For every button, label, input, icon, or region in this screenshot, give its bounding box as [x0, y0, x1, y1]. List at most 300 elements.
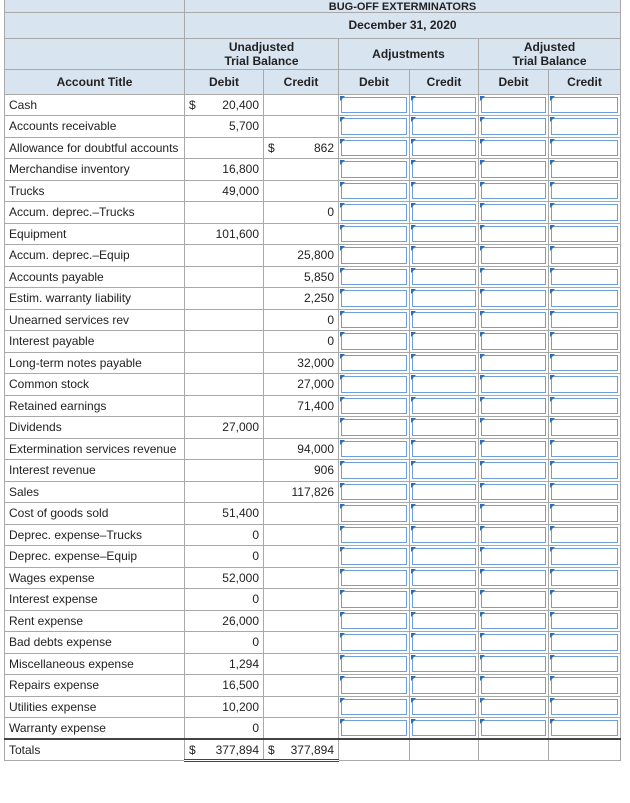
- input-box[interactable]: [412, 204, 476, 221]
- input-box[interactable]: [341, 97, 407, 114]
- input-box[interactable]: [551, 656, 618, 673]
- adjusted-debit-input[interactable]: [479, 331, 549, 353]
- adjusted-credit-input[interactable]: [549, 438, 621, 460]
- input-box[interactable]: [412, 720, 476, 736]
- adjustments-debit-input[interactable]: [339, 137, 410, 159]
- adjusted-debit-input[interactable]: [479, 546, 549, 568]
- input-box[interactable]: [551, 355, 618, 372]
- input-box[interactable]: [481, 118, 546, 135]
- input-box[interactable]: [551, 161, 618, 178]
- adjustments-credit-input[interactable]: [410, 202, 479, 224]
- unadjusted-credit-cell: [264, 503, 339, 525]
- input-box[interactable]: [412, 398, 476, 415]
- input-box[interactable]: [341, 656, 407, 673]
- adjustments-credit-input[interactable]: [410, 438, 479, 460]
- input-box[interactable]: [551, 484, 618, 501]
- currency-symbol: $: [189, 97, 196, 112]
- adjustments-debit-input[interactable]: [339, 245, 410, 267]
- adjustments-credit-input[interactable]: [410, 137, 479, 159]
- input-box[interactable]: [481, 505, 546, 522]
- input-box[interactable]: [481, 183, 546, 200]
- input-box[interactable]: [551, 419, 618, 436]
- input-box[interactable]: [412, 527, 476, 544]
- input-box[interactable]: [551, 570, 618, 587]
- adjustments-debit-input[interactable]: [339, 266, 410, 288]
- adjustments-credit-input[interactable]: [410, 245, 479, 267]
- input-box[interactable]: [551, 441, 618, 458]
- adjusted-credit-input[interactable]: [549, 696, 621, 718]
- input-box[interactable]: [341, 312, 407, 329]
- adjustments-credit-input[interactable]: [410, 503, 479, 525]
- input-box[interactable]: [341, 527, 407, 544]
- input-box[interactable]: [551, 462, 618, 479]
- adjustments-debit-input[interactable]: [339, 309, 410, 331]
- input-box[interactable]: [551, 290, 618, 307]
- adjustments-credit-input[interactable]: [410, 159, 479, 181]
- adjusted-credit-input[interactable]: [549, 417, 621, 439]
- adjustments-credit-input[interactable]: [410, 417, 479, 439]
- adjustments-debit-input[interactable]: [339, 352, 410, 374]
- adjustments-debit-input[interactable]: [339, 675, 410, 697]
- adjusted-debit-input[interactable]: [479, 653, 549, 675]
- input-box[interactable]: [412, 97, 476, 114]
- adjusted-credit-input[interactable]: [549, 180, 621, 202]
- input-marker-icon: [480, 547, 485, 552]
- input-box[interactable]: [481, 269, 546, 286]
- input-box[interactable]: [341, 634, 407, 651]
- input-marker-icon: [550, 569, 555, 574]
- table-row: [5, 288, 621, 310]
- adjusted-debit-input[interactable]: [479, 524, 549, 546]
- adjustments-credit-input[interactable]: [410, 223, 479, 245]
- account-title-cell: Cash: [5, 94, 185, 116]
- amount-value: 906: [313, 463, 334, 478]
- input-box[interactable]: [481, 398, 546, 415]
- adjustments-debit-input[interactable]: [339, 417, 410, 439]
- input-box[interactable]: [412, 570, 476, 587]
- input-marker-icon: [550, 440, 555, 445]
- input-box[interactable]: [481, 161, 546, 178]
- adjusted-credit-input[interactable]: [549, 395, 621, 417]
- input-box[interactable]: [551, 398, 618, 415]
- table-row: [5, 675, 621, 697]
- input-box[interactable]: [481, 290, 546, 307]
- input-marker-icon: [411, 160, 416, 165]
- adjusted-credit-input[interactable]: [549, 137, 621, 159]
- input-box[interactable]: [481, 527, 546, 544]
- adjustments-credit-input[interactable]: [410, 266, 479, 288]
- input-box[interactable]: [341, 677, 407, 694]
- account-title-cell: Equipment: [5, 223, 185, 245]
- input-box[interactable]: [341, 290, 407, 307]
- input-box[interactable]: [412, 677, 476, 694]
- unadjusted-debit-cell: [185, 202, 264, 224]
- input-box[interactable]: [341, 505, 407, 522]
- input-box[interactable]: [412, 656, 476, 673]
- adjustments-credit-input[interactable]: [410, 331, 479, 353]
- input-box[interactable]: [412, 226, 476, 243]
- input-marker-icon: [340, 612, 345, 617]
- adjusted-debit-input[interactable]: [479, 589, 549, 611]
- input-box[interactable]: [341, 376, 407, 393]
- input-box[interactable]: [551, 505, 618, 522]
- adjustments-credit-input[interactable]: [410, 94, 479, 116]
- adjusted-credit-input[interactable]: [549, 223, 621, 245]
- account-title-cell: Retained earnings: [5, 395, 185, 417]
- input-box[interactable]: [551, 376, 618, 393]
- adjustments-credit-input[interactable]: [410, 567, 479, 589]
- adjustments-debit-input[interactable]: [339, 180, 410, 202]
- adjustments-debit-input[interactable]: [339, 481, 410, 503]
- input-box[interactable]: [341, 570, 407, 587]
- adjustments-credit-input[interactable]: [410, 546, 479, 568]
- adjusted-credit-input[interactable]: [549, 94, 621, 116]
- input-box[interactable]: [551, 677, 618, 694]
- adjustments-debit-input[interactable]: [339, 589, 410, 611]
- adjustments-debit-input[interactable]: [339, 503, 410, 525]
- input-marker-icon: [340, 418, 345, 423]
- adjustments-credit-input[interactable]: [410, 395, 479, 417]
- input-box[interactable]: [341, 333, 407, 350]
- input-box[interactable]: [412, 161, 476, 178]
- table-row: [5, 137, 621, 159]
- input-box[interactable]: [481, 247, 546, 264]
- adjustments-debit-input[interactable]: [339, 202, 410, 224]
- adjusted-debit-input[interactable]: [479, 610, 549, 632]
- input-box[interactable]: [341, 613, 407, 630]
- input-marker-icon: [340, 547, 345, 552]
- input-marker-icon: [480, 612, 485, 617]
- input-marker-icon: [550, 203, 555, 208]
- input-box[interactable]: [412, 140, 476, 157]
- adjusted-credit-input[interactable]: [549, 632, 621, 654]
- adjusted-credit-input[interactable]: [549, 352, 621, 374]
- input-marker-icon: [340, 311, 345, 316]
- adjustments-credit-input[interactable]: [410, 718, 479, 740]
- input-box[interactable]: [481, 484, 546, 501]
- input-box[interactable]: [551, 699, 618, 716]
- input-box[interactable]: [481, 441, 546, 458]
- adjusted-debit-input[interactable]: [479, 352, 549, 374]
- input-box[interactable]: [341, 699, 407, 716]
- adjustments-debit-input[interactable]: [339, 460, 410, 482]
- adjusted-debit-input[interactable]: [479, 245, 549, 267]
- account-title-cell: Rent expense: [5, 610, 185, 632]
- adjusted-debit-input[interactable]: [479, 503, 549, 525]
- adjusted-debit-input[interactable]: [479, 567, 549, 589]
- adjusted-debit-input[interactable]: [479, 309, 549, 331]
- input-box[interactable]: [481, 677, 546, 694]
- adjustments-debit-input[interactable]: [339, 696, 410, 718]
- input-box[interactable]: [341, 398, 407, 415]
- amount-value: 25,800: [297, 248, 334, 263]
- adjustments-debit-header: Debit: [339, 69, 410, 94]
- adjustments-credit-input[interactable]: [410, 524, 479, 546]
- input-box[interactable]: [412, 613, 476, 630]
- adjusted-debit-input[interactable]: [479, 94, 549, 116]
- input-box[interactable]: [412, 441, 476, 458]
- adjustments-credit-input[interactable]: [410, 180, 479, 202]
- input-box[interactable]: [481, 548, 546, 565]
- input-box[interactable]: [551, 97, 618, 114]
- input-marker-icon: [550, 375, 555, 380]
- adjusted-credit-input[interactable]: [549, 653, 621, 675]
- input-box[interactable]: [412, 247, 476, 264]
- input-box[interactable]: [412, 484, 476, 501]
- adjustments-debit-input[interactable]: [339, 546, 410, 568]
- adjustments-credit-input[interactable]: [410, 288, 479, 310]
- table-row: [5, 653, 621, 675]
- adjustments-credit-input[interactable]: [410, 352, 479, 374]
- input-box[interactable]: [412, 548, 476, 565]
- amount-value: 0: [252, 635, 259, 650]
- input-box[interactable]: [551, 247, 618, 264]
- input-marker-icon: [550, 246, 555, 251]
- adjustments-header: Adjustments: [339, 38, 479, 69]
- input-box[interactable]: [412, 376, 476, 393]
- unadjusted-debit-cell: [185, 94, 264, 116]
- input-marker-icon: [411, 633, 416, 638]
- account-title-cell: Deprec. expense–Trucks: [5, 524, 185, 546]
- input-box[interactable]: [341, 226, 407, 243]
- adjustments-debit-input[interactable]: [339, 159, 410, 181]
- unadjusted-credit-cell: [264, 137, 339, 159]
- input-box[interactable]: [551, 548, 618, 565]
- input-box[interactable]: [481, 140, 546, 157]
- adjusted-credit-input[interactable]: [549, 675, 621, 697]
- amount-value: 0: [327, 312, 334, 327]
- unadjusted-credit-cell: [264, 309, 339, 331]
- adjustments-debit-input[interactable]: [339, 116, 410, 138]
- input-box[interactable]: [341, 419, 407, 436]
- input-box[interactable]: [481, 204, 546, 221]
- adjusted-credit-input[interactable]: [549, 331, 621, 353]
- adjusted-credit-input[interactable]: [549, 266, 621, 288]
- input-box[interactable]: [551, 333, 618, 350]
- table-row: [5, 223, 621, 245]
- unadjusted-debit-cell: [185, 245, 264, 267]
- unadjusted-debit-cell: [185, 223, 264, 245]
- adjustments-credit-input[interactable]: [410, 460, 479, 482]
- adjusted-credit-input[interactable]: [549, 288, 621, 310]
- adjustments-credit-input[interactable]: [410, 653, 479, 675]
- input-marker-icon: [480, 504, 485, 509]
- table-row: [5, 589, 621, 611]
- adjustments-debit-input[interactable]: [339, 438, 410, 460]
- adjusted-credit-input[interactable]: [549, 718, 621, 740]
- adjusted-credit-input[interactable]: [549, 589, 621, 611]
- adjustments-debit-input[interactable]: [339, 610, 410, 632]
- adjustments-credit-input[interactable]: [410, 374, 479, 396]
- adjusted-debit-input[interactable]: [479, 718, 549, 740]
- input-box[interactable]: [341, 183, 407, 200]
- input-box[interactable]: [551, 312, 618, 329]
- adjusted-debit-input[interactable]: [479, 202, 549, 224]
- adjusted-debit-input[interactable]: [479, 266, 549, 288]
- input-box[interactable]: [341, 204, 407, 221]
- adjustments-credit-input[interactable]: [410, 632, 479, 654]
- adjustments-debit-input[interactable]: [339, 395, 410, 417]
- input-box[interactable]: [412, 118, 476, 135]
- input-box[interactable]: [412, 290, 476, 307]
- input-marker-icon: [550, 268, 555, 273]
- input-box[interactable]: [412, 462, 476, 479]
- adjusted-credit-input[interactable]: [549, 374, 621, 396]
- input-box[interactable]: [341, 247, 407, 264]
- input-box[interactable]: [551, 720, 618, 736]
- adjustments-credit-input[interactable]: [410, 481, 479, 503]
- unadjusted-credit-cell: [264, 374, 339, 396]
- adjustments-debit-input[interactable]: [339, 524, 410, 546]
- currency-symbol: $: [189, 742, 196, 757]
- input-box[interactable]: [551, 183, 618, 200]
- input-box[interactable]: [341, 441, 407, 458]
- input-box[interactable]: [481, 591, 546, 608]
- input-marker-icon: [480, 633, 485, 638]
- input-box[interactable]: [412, 269, 476, 286]
- adjusted-debit-input[interactable]: [479, 374, 549, 396]
- adjusted-credit-input[interactable]: [549, 159, 621, 181]
- input-marker-icon: [340, 397, 345, 402]
- input-box[interactable]: [481, 613, 546, 630]
- input-box[interactable]: [481, 226, 546, 243]
- table-row: [5, 245, 621, 267]
- adjusted-debit-input[interactable]: [479, 460, 549, 482]
- input-box[interactable]: [481, 376, 546, 393]
- adjusted-debit-input[interactable]: [479, 159, 549, 181]
- input-box[interactable]: [551, 118, 618, 135]
- adjustments-credit-input[interactable]: [410, 116, 479, 138]
- input-box[interactable]: [412, 699, 476, 716]
- input-box[interactable]: [341, 355, 407, 372]
- adjustments-debit-input[interactable]: [339, 567, 410, 589]
- adjustments-debit-input[interactable]: [339, 331, 410, 353]
- input-box[interactable]: [341, 161, 407, 178]
- adjusted-credit-input[interactable]: [549, 460, 621, 482]
- input-box[interactable]: [412, 333, 476, 350]
- adjustments-debit-input[interactable]: [339, 94, 410, 116]
- input-box[interactable]: [481, 355, 546, 372]
- table-row: [5, 696, 621, 718]
- input-box[interactable]: [341, 462, 407, 479]
- input-box[interactable]: [481, 419, 546, 436]
- adjusted-debit-input[interactable]: [479, 395, 549, 417]
- input-box[interactable]: [551, 591, 618, 608]
- input-box[interactable]: [412, 634, 476, 651]
- adjusted-debit-input[interactable]: [479, 223, 549, 245]
- amount-value: 16,800: [222, 162, 259, 177]
- unadjusted-debit-cell: [185, 503, 264, 525]
- adjusted-credit-input[interactable]: [549, 202, 621, 224]
- input-marker-icon: [340, 698, 345, 703]
- adjusted-credit-input[interactable]: [549, 309, 621, 331]
- input-box[interactable]: [412, 419, 476, 436]
- table-row: [5, 481, 621, 503]
- adjusted-credit-input[interactable]: [549, 610, 621, 632]
- adjustments-credit-input[interactable]: [410, 610, 479, 632]
- input-box[interactable]: [341, 269, 407, 286]
- adjustments-credit-input[interactable]: [410, 696, 479, 718]
- input-box[interactable]: [481, 312, 546, 329]
- table-row: [5, 503, 621, 525]
- adjusted-debit-input[interactable]: [479, 438, 549, 460]
- adjusted-credit-input[interactable]: [549, 503, 621, 525]
- unadjusted-credit-cell: [264, 116, 339, 138]
- input-box[interactable]: [412, 183, 476, 200]
- adjustments-debit-input[interactable]: [339, 288, 410, 310]
- input-box[interactable]: [412, 505, 476, 522]
- adjusted-debit-input[interactable]: [479, 180, 549, 202]
- input-box[interactable]: [551, 634, 618, 651]
- adjusted-debit-input[interactable]: [479, 696, 549, 718]
- input-box[interactable]: [341, 591, 407, 608]
- input-marker-icon: [340, 160, 345, 165]
- input-box[interactable]: [341, 484, 407, 501]
- input-box[interactable]: [341, 548, 407, 565]
- adjustments-debit-input[interactable]: [339, 653, 410, 675]
- input-box[interactable]: [481, 97, 546, 114]
- input-box[interactable]: [551, 140, 618, 157]
- adjustments-debit-input[interactable]: [339, 223, 410, 245]
- input-box[interactable]: [412, 312, 476, 329]
- adjusted-debit-input[interactable]: [479, 417, 549, 439]
- adjusted-credit-input[interactable]: [549, 567, 621, 589]
- input-box[interactable]: [481, 656, 546, 673]
- adjustments-debit-input[interactable]: [339, 374, 410, 396]
- adjustments-debit-input[interactable]: [339, 632, 410, 654]
- input-box[interactable]: [481, 720, 546, 736]
- input-box[interactable]: [551, 204, 618, 221]
- input-box[interactable]: [551, 527, 618, 544]
- adjusted-credit-input[interactable]: [549, 116, 621, 138]
- input-marker-icon: [411, 225, 416, 230]
- adjusted-credit-input[interactable]: [549, 524, 621, 546]
- input-box[interactable]: [481, 634, 546, 651]
- adjustments-debit-input[interactable]: [339, 718, 410, 740]
- adjusted-credit-input[interactable]: [549, 245, 621, 267]
- adjusted-debit-input[interactable]: [479, 288, 549, 310]
- adjusted-debit-input[interactable]: [479, 137, 549, 159]
- input-marker-icon: [411, 96, 416, 101]
- adjusted-debit-input[interactable]: [479, 675, 549, 697]
- input-box[interactable]: [341, 720, 407, 736]
- input-box[interactable]: [481, 333, 546, 350]
- input-marker-icon: [411, 246, 416, 251]
- input-box[interactable]: [481, 570, 546, 587]
- input-box[interactable]: [341, 118, 407, 135]
- adjusted-debit-input[interactable]: [479, 116, 549, 138]
- input-box[interactable]: [481, 462, 546, 479]
- adjustments-credit-input[interactable]: [410, 309, 479, 331]
- input-box[interactable]: [551, 226, 618, 243]
- input-box[interactable]: [481, 699, 546, 716]
- adjustments-credit-input[interactable]: [410, 589, 479, 611]
- input-box[interactable]: [412, 591, 476, 608]
- amount-value: 10,200: [222, 699, 259, 714]
- input-box[interactable]: [412, 355, 476, 372]
- input-box[interactable]: [551, 613, 618, 630]
- adjusted-debit-input[interactable]: [479, 632, 549, 654]
- input-box[interactable]: [551, 269, 618, 286]
- input-box[interactable]: [341, 140, 407, 157]
- amount-value: 32,000: [297, 355, 334, 370]
- adjusted-credit-input[interactable]: [549, 481, 621, 503]
- adjusted-credit-input[interactable]: [549, 546, 621, 568]
- adjustments-credit-input[interactable]: [410, 675, 479, 697]
- table-row: [5, 309, 621, 331]
- input-marker-icon: [411, 139, 416, 144]
- adjusted-debit-input[interactable]: [479, 481, 549, 503]
